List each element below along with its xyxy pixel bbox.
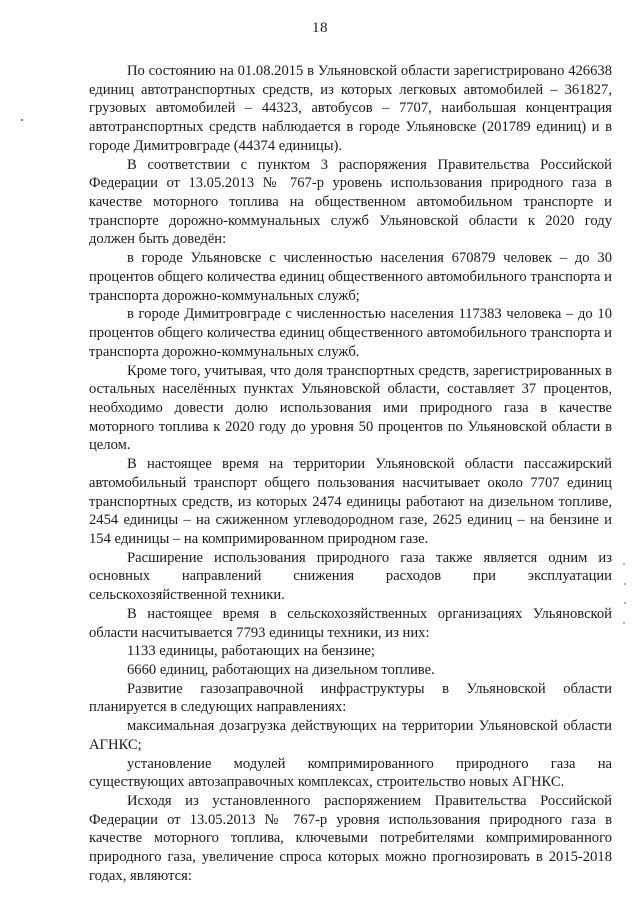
paragraph-government-order: В соответствии с пунктом 3 распоряжения Правительства Российской Федерации от 13.05.2013 № 767-р уровень использования природного газа в качестве моторного топлива на общественном автомобильном транспорте и транспорте дорожно-коммунальных служб Ульяновской области к 2020 году должен быть доведён: bbox=[89, 156, 612, 248]
scan-speck bbox=[623, 563, 625, 565]
list-item-max-load: максимальная дозагрузка действующих на территории Ульяновской области АГНКС; bbox=[89, 718, 612, 753]
list-item-petrol: 1133 единицы, работающих на бензине; bbox=[127, 643, 375, 660]
paragraph-other-settlements: Кроме того, учитывая, что доля транспортных средств, зарегистрированных в остальных населённых пунктах Ульяновской области, составляет 37 процентов, необходимо довести долю использования ими природного газа в качестве моторного топлива к 2020 году до уровня 50 процентов по Ульяновской области в целом. bbox=[89, 362, 612, 454]
list-item-cng-modules: установление модулей компримированного природного газа на существующих автозаправочных комплексах, строительство новых АГНКС. bbox=[89, 755, 612, 791]
scan-speck bbox=[623, 622, 625, 624]
paragraph-infrastructure-development: Развитие газозаправочной инфраструктуры в Ульяновской области планируется в следующих направлениях: bbox=[89, 680, 612, 716]
paragraph-agricultural-machinery: Расширение использования природного газа также является одним из основных направлений снижения расходов при эксплуатации сельскохозяйственной техники. bbox=[89, 549, 612, 604]
paragraph-agricultural-organizations: В настоящее время в сельскохозяйственных организациях Ульяновской области насчитывается 7793 единицы техники, из них: bbox=[89, 605, 612, 641]
page-number: 18 bbox=[312, 20, 328, 36]
document-body bbox=[89, 62, 612, 886]
paragraph-key-consumers: Исходя из установленного распоряжением Правительства Российской Федерации от 13.05.2013 № 767-р уровня использования природного газа в качестве моторного топлива, ключевыми потребителями компримированного природного газа, увеличение спроса которых можно прогнозировать в 2015-2018 годах, являются: bbox=[89, 793, 612, 884]
paragraph-vehicle-registration: По состоянию на 01.08.2015 в Ульяновской области зарегистрировано 426638 единиц автотранспортных средств, из которых легковых автомобилей – 361827, грузовых автомобилей – 44323, автобусов – 7707, наибольшая концентрация автотранспортных средств наблюдается в городе Ульяновске (201789 единиц) и в городе Димитровграде (44374 единицы). bbox=[89, 63, 612, 154]
list-item-diesel: 6660 единиц, работающих на дизельном топливе. bbox=[127, 662, 435, 678]
scan-speck bbox=[21, 119, 23, 121]
paragraph-passenger-transport: В настоящее время на территории Ульяновской области пассажирский автомобильный транспорт общего пользования насчитывает около 7707 единиц транспортных средств, из которых 2474 единицы работают на дизельном топливе, 2454 единицы – на сжиженном углеводородном газе, 2625 единиц – на бензине и 154 единицы – на компримированном природном газе. bbox=[89, 456, 612, 547]
paragraph-ulyanovsk-target: в городе Ульяновске с численностью населения 670879 человек – до 30 процентов общего количества единиц общественного автомобильного транспорта и транспорта дорожно-коммунальных служб; bbox=[89, 250, 612, 304]
scan-speck bbox=[624, 583, 626, 585]
scan-speck bbox=[624, 602, 626, 604]
paragraph-dimitrovgrad-target: в городе Димитровграде с численностью населения 117383 человека – до 10 процентов общего количества единиц общественного автомобильного транспорта и транспорта дорожно-коммунальных служб. bbox=[89, 306, 612, 360]
